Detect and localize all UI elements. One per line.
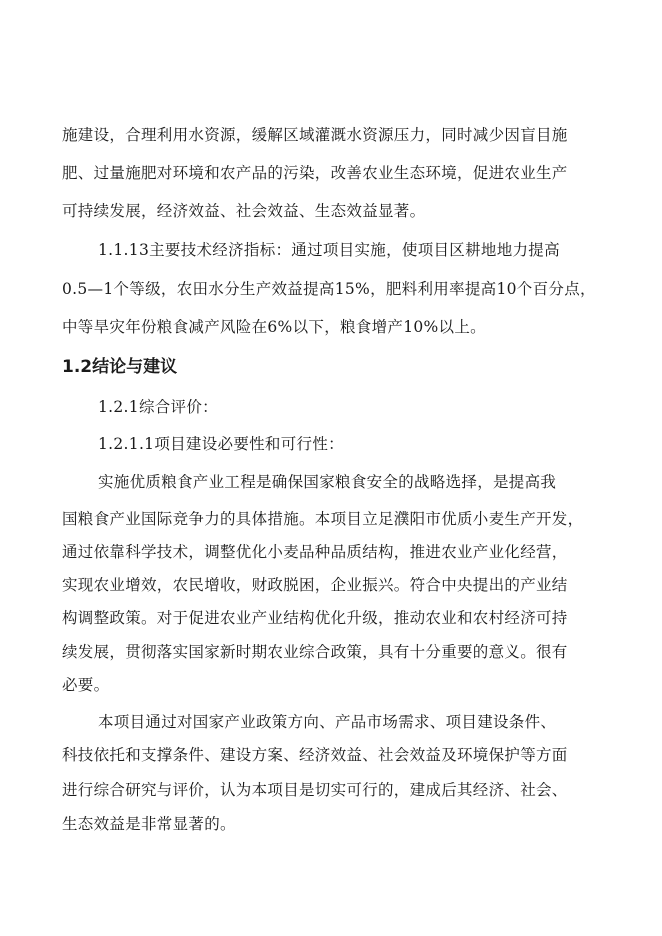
body-text-line: 科技依托和支撑条件、建设方案、经济效益、社会效益及环境保护等方面 <box>62 746 568 764</box>
body-text-line: 通过依靠科学技术，调整优化小麦品种品质结构，推进农业产业化经营， <box>62 543 568 561</box>
section-heading: 1.2结论与建议 <box>62 357 178 377</box>
body-text-line: 可持续发展，经济效益、社会效益、生态效益显著。 <box>62 202 426 220</box>
body-text-line: 构调整政策。对于促进农业产业结构优化升级，推动农业和农村经济可持 <box>62 609 568 627</box>
body-text-line: 实施优质粮食产业工程是确保国家粮食安全的战略选择，是提高我 <box>98 473 557 491</box>
body-text-line: 实现农业增效，农民增收，财政脱困，企业振兴。符合中央提出的产业结 <box>62 576 568 594</box>
body-text-line: 进行综合研究与评价，认为本项目是切实可行的，建成后其经济、社会、 <box>62 781 568 799</box>
body-text-line: 中等旱灾年份粮食减产风险在6%以下，粮食增产10%以上。 <box>62 318 486 336</box>
body-text-line: 生态效益是非常显著的。 <box>62 815 236 833</box>
subsection-heading: 1.2.1综合评价： <box>98 398 218 416</box>
body-text-line: 施建设，合理利用水资源，缓解区域灌溉水资源压力，同时减少因盲目施 <box>62 126 568 144</box>
body-text-line: 肥、过量施肥对环境和农产品的污染，改善农业生态环境，促进农业生产 <box>62 164 568 182</box>
body-text-line: 国粮食产业国际竞争力的具体措施。本项目立足濮阳市优质小麦生产开发， <box>62 510 584 528</box>
body-text-line: 续发展，贯彻落实国家新时期农业综合政策，具有十分重要的意义。很有 <box>62 643 568 661</box>
body-text-line: 1.1.13主要技术经济指标：通过项目实施，使项目区耕地地力提高 <box>98 241 560 259</box>
body-text-line: 0.5—1个等级，农田水分生产效益提高15%，肥料利用率提高10个百分点， <box>62 280 596 298</box>
body-text-line: 本项目通过对国家产业政策方向、产品市场需求、项目建设条件、 <box>98 713 557 731</box>
body-text-line: 必要。 <box>62 676 110 694</box>
subsection-heading: 1.2.1.1项目建设必要性和可行性： <box>98 435 344 453</box>
